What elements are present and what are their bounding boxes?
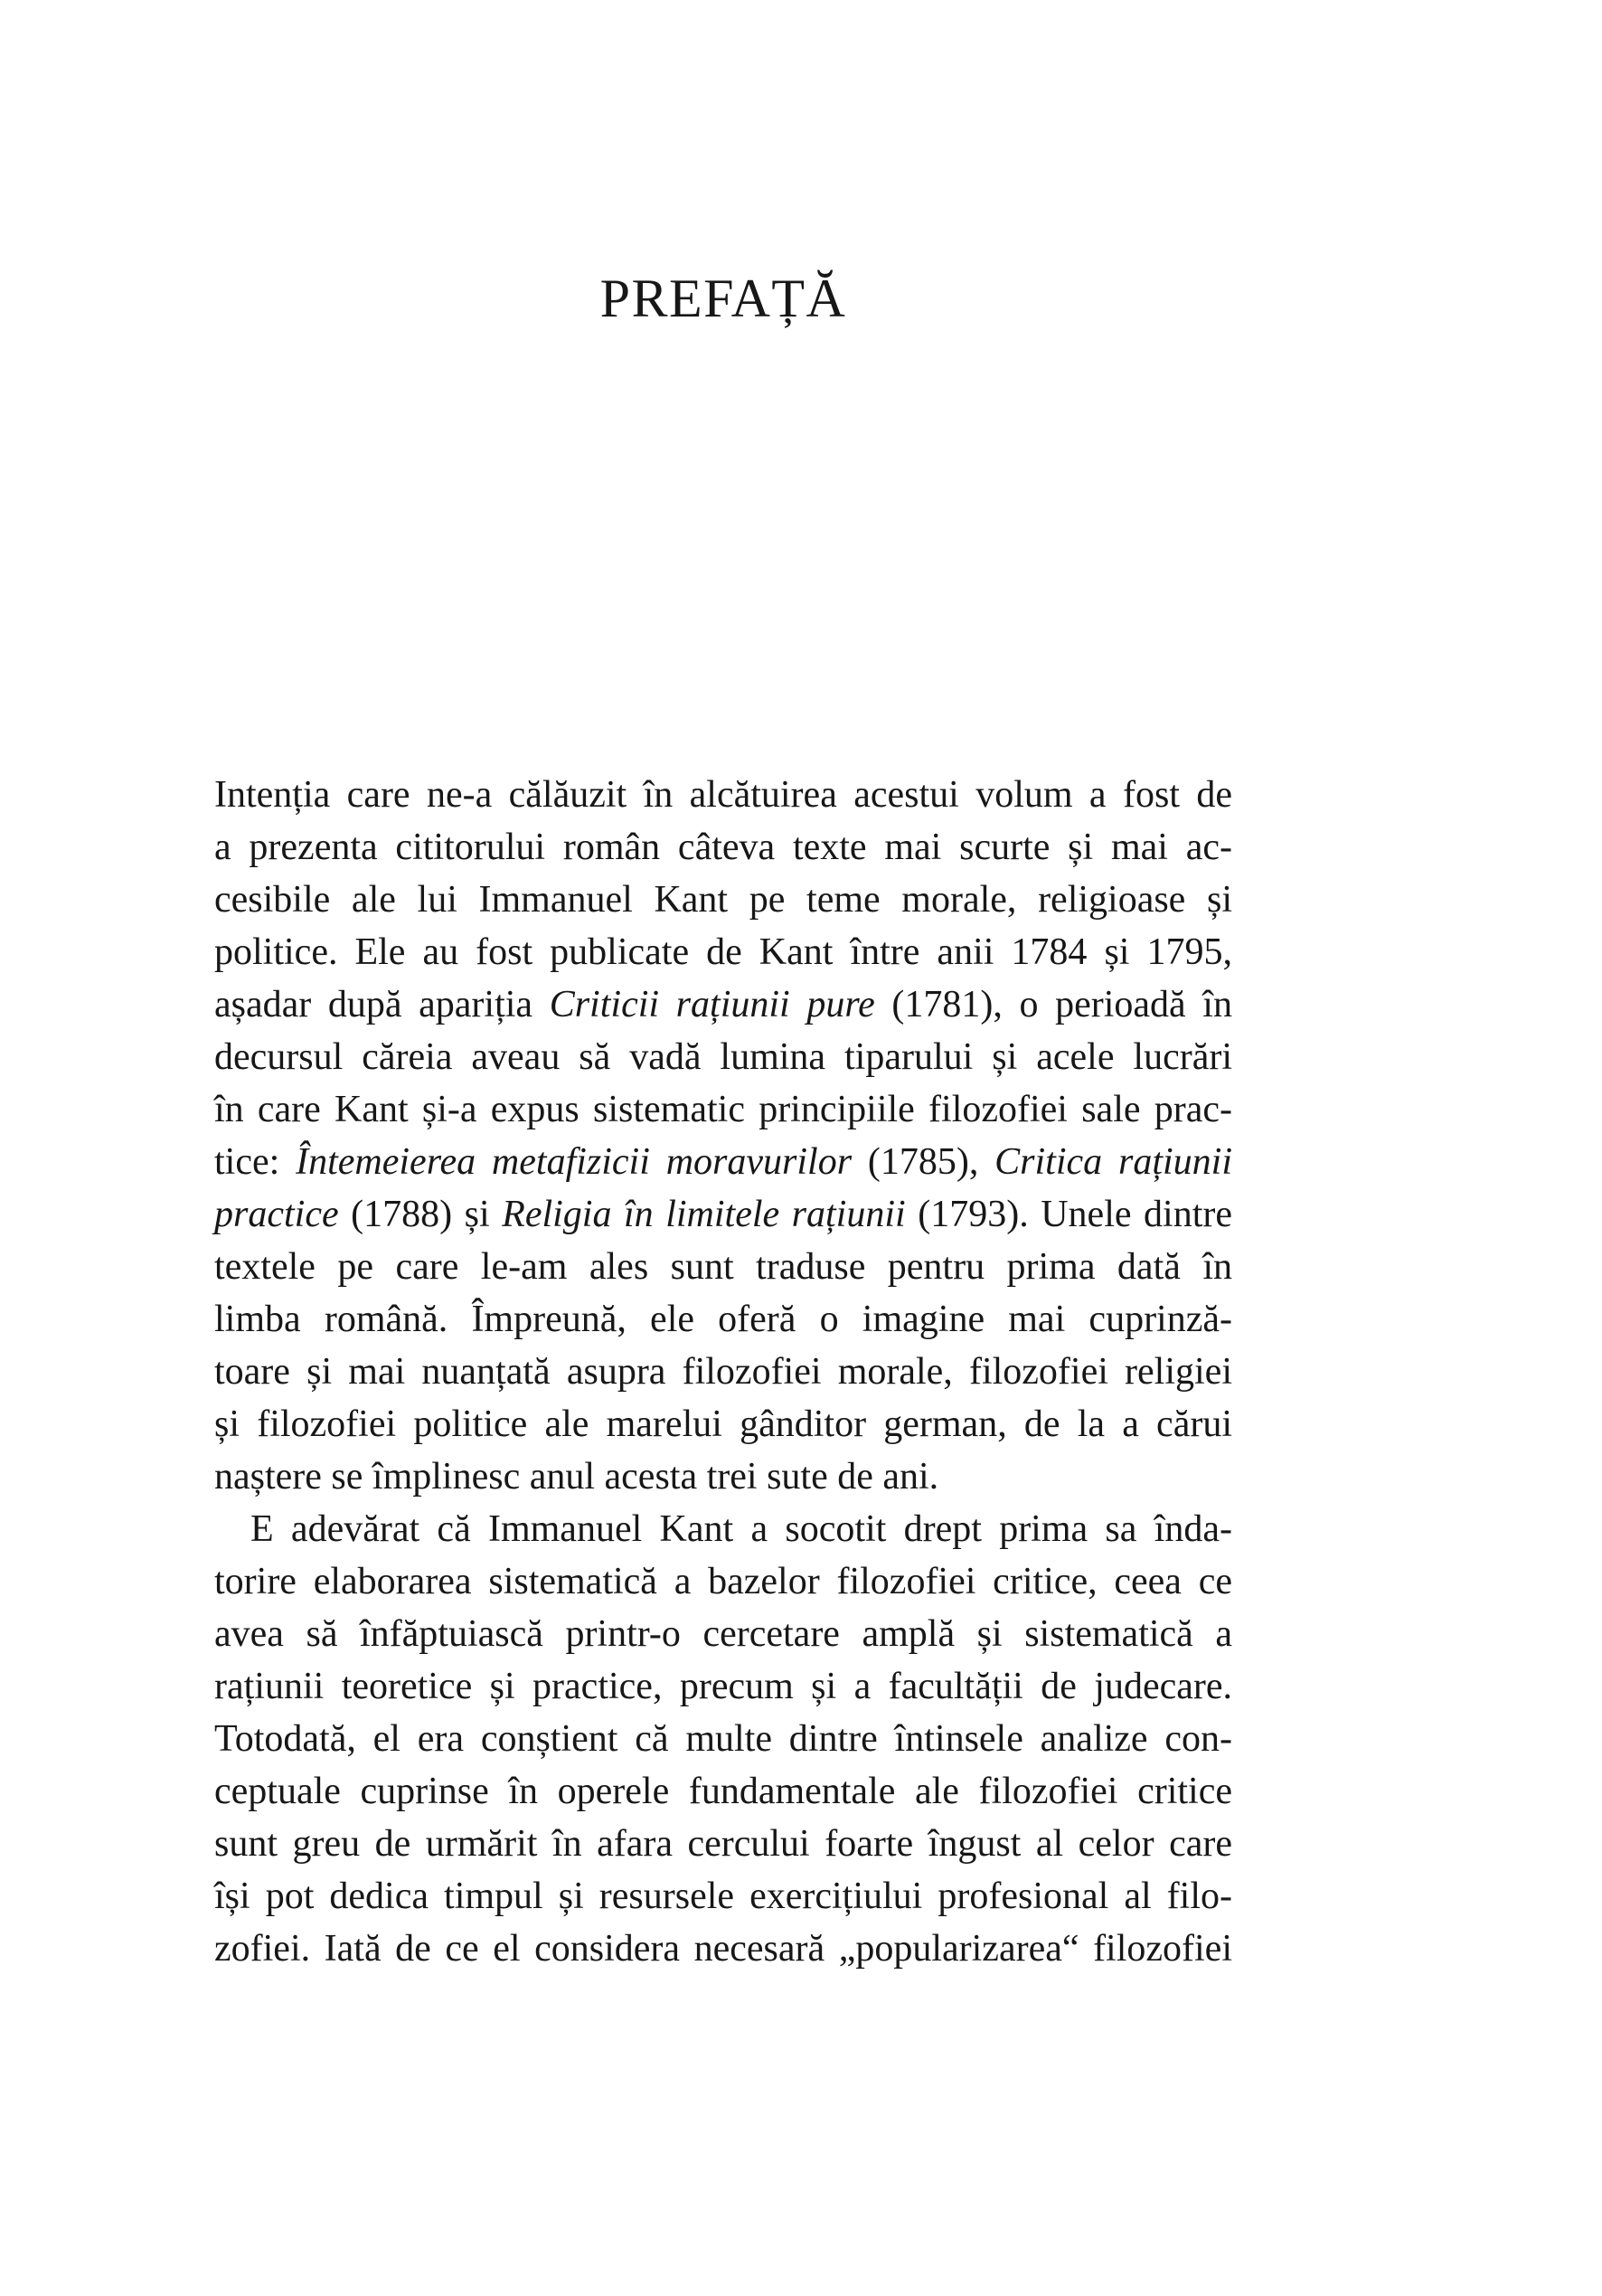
text-line xyxy=(214,926,1232,978)
text-line xyxy=(214,1765,1232,1818)
text-segment: Intenția care ne-a călăuzit în alcătuirea acestui volum a fost de xyxy=(214,774,1232,816)
text-line xyxy=(214,1713,1232,1765)
italic-text-segment: Critica rațiunii xyxy=(994,1141,1232,1183)
text-line xyxy=(214,1188,1232,1241)
text-segment: în care Kant și-a expus sistematic principiile filozofiei sale prac- xyxy=(214,1089,1232,1130)
text-segment: și filozofiei politice ale marelui gânditor german, de la a cărui xyxy=(214,1403,1232,1445)
text-line xyxy=(214,1450,1232,1503)
text-segment: își pot dedica timpul și resursele exercițiului profesional al filo- xyxy=(214,1876,1232,1917)
italic-text-segment: Criticii rațiunii pure xyxy=(549,984,875,1025)
text-segment: zofiei. Iată de ce el considera necesară „popularizarea“ filozofiei xyxy=(214,1928,1232,1970)
text-line xyxy=(214,1346,1232,1398)
text-segment: E adevărat că Immanuel Kant a socotit drept prima sa înda- xyxy=(250,1508,1232,1550)
text-segment: (1781), o perioadă în xyxy=(874,984,1232,1025)
text-segment: (1788) și xyxy=(338,1194,503,1235)
text-segment: naștere se împlinesc anul acesta trei sute de ani. xyxy=(214,1456,939,1498)
text-segment: decursul căreia aveau să vadă lumina tiparului și acele lucrări xyxy=(214,1036,1232,1078)
text-segment: Totodată, el era conștient că multe dintre întinsele analize con- xyxy=(214,1718,1232,1760)
text-line xyxy=(214,1555,1232,1608)
italic-text-segment: practice xyxy=(214,1194,339,1235)
text-segment: avea să înfăptuiască printr-o cercetare amplă și sistematică a xyxy=(214,1613,1232,1655)
text-segment: ceptuale cuprinse în operele fundamentale ale filozofiei critice xyxy=(214,1771,1232,1812)
text-line xyxy=(214,1398,1232,1450)
text-line xyxy=(214,874,1232,926)
body-text xyxy=(214,769,1232,1975)
text-line xyxy=(214,1031,1232,1083)
text-line xyxy=(214,978,1232,1031)
text-line xyxy=(214,1870,1232,1923)
italic-text-segment: Religia în limitele rațiunii xyxy=(502,1194,906,1235)
text-segment: (1793). Unele dintre xyxy=(905,1194,1232,1235)
text-segment: (1785), xyxy=(852,1141,995,1183)
text-segment: rațiunii teoretice și practice, precum și a facultății de judecare. xyxy=(214,1666,1232,1707)
page-title: PREFAȚĂ xyxy=(599,269,847,328)
text-line xyxy=(214,1241,1232,1293)
text-line xyxy=(214,1503,1232,1555)
text-segment: sunt greu de urmărit în afara cercului foarte îngust al celor care xyxy=(214,1823,1232,1865)
text-line xyxy=(214,1818,1232,1870)
text-segment: cesibile ale lui Immanuel Kant pe teme morale, religioase și xyxy=(214,879,1232,921)
text-segment: toare și mai nuanțată asupra filozofiei morale, filozofiei religiei xyxy=(214,1351,1232,1393)
text-line xyxy=(214,821,1232,874)
text-segment: politice. Ele au fost publicate de Kant între anii 1784 și 1795, xyxy=(214,931,1232,973)
text-segment: textele pe care le-am ales sunt traduse pentru prima dată în xyxy=(214,1246,1232,1288)
text-segment: tice: xyxy=(214,1141,297,1183)
text-segment: limba română. Împreună, ele oferă o imagine mai cuprinză- xyxy=(214,1299,1232,1340)
text-segment: a prezenta cititorului român câteva texte mai scurte și mai ac- xyxy=(214,827,1232,868)
text-line xyxy=(214,1083,1232,1136)
text-line xyxy=(214,1136,1232,1188)
text-line xyxy=(214,1608,1232,1660)
text-segment: așadar după apariția xyxy=(214,984,550,1025)
text-segment: torire elaborarea sistematică a bazelor filozofiei critice, ceea ce xyxy=(214,1561,1232,1602)
italic-text-segment: Întemeierea metafizicii moravurilor xyxy=(296,1141,853,1183)
text-line xyxy=(214,769,1232,821)
text-line xyxy=(214,1923,1232,1975)
text-line xyxy=(214,1660,1232,1713)
text-line xyxy=(214,1293,1232,1346)
